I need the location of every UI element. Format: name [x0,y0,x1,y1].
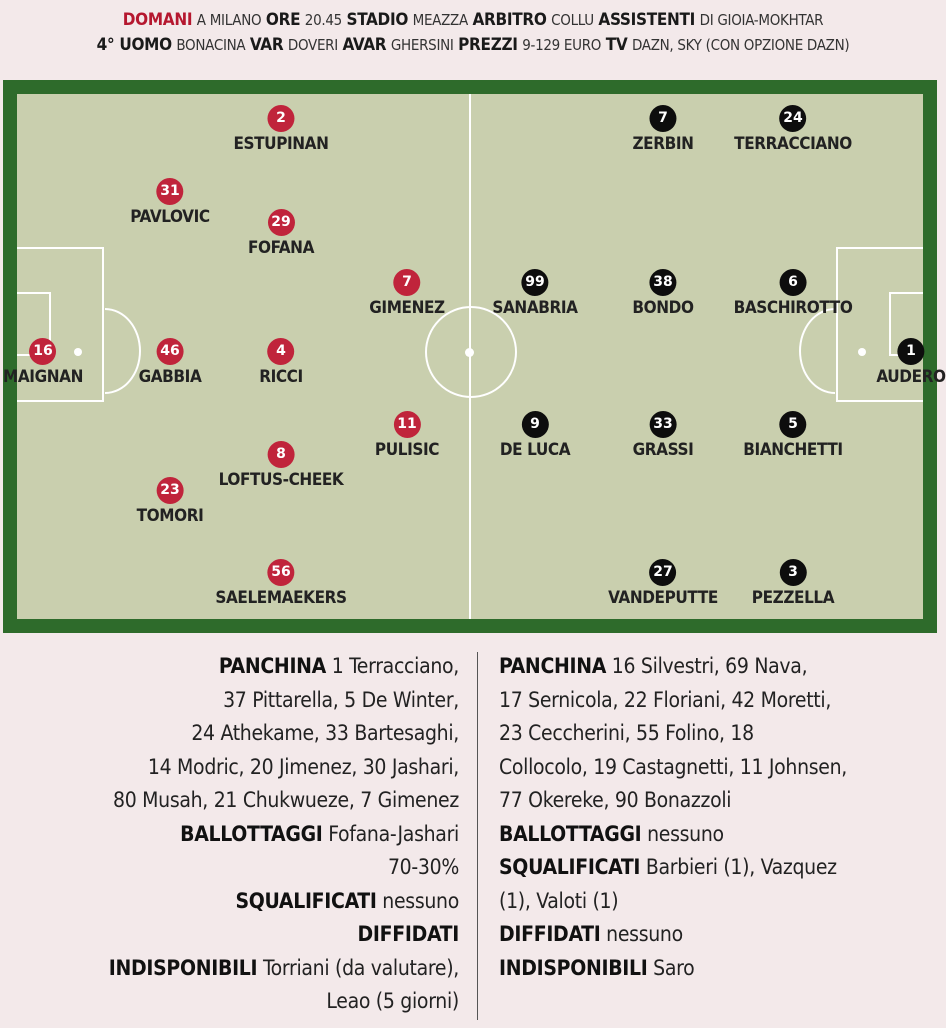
shirt-number-badge: 29 [268,209,295,236]
shirt-number-badge: 46 [156,338,183,365]
player-marker [369,269,444,318]
player-marker [608,559,718,608]
shirt-number-badge: 4 [267,338,294,365]
section-text: 37 Pittarella, 5 De Winter, [223,687,459,712]
info-line [499,851,946,885]
player-name: GIMENEZ [369,298,445,318]
info-label: 4° UOMO [96,35,172,55]
player-name: PAVLOVIC [130,207,210,227]
info-line [499,784,946,818]
section-label: PANCHINA [499,654,607,678]
section-text: 24 Athekame, 33 Bartesaghi, [191,721,459,745]
player-marker [130,178,209,227]
section-label: DIFFIDATI [499,922,601,946]
section-text: 23 Ceccherini, 55 Folino, 18 [499,721,754,745]
section-text: (1), Valoti (1) [499,888,619,913]
match-info-line-2 [0,33,946,58]
info-line [0,650,459,684]
section-label: DIFFIDATI [357,922,459,946]
player-name: DE LUCA [499,440,571,460]
section-text: nessuno [600,922,683,946]
section-text: 16 Silvestri, 69 Nava, [606,654,808,678]
shirt-number-badge: 23 [156,477,183,504]
player-marker [743,411,842,460]
info-line [499,717,946,751]
info-label: VAR [249,35,284,55]
info-line [499,885,946,919]
home-team-info [0,650,459,1019]
player-marker [139,338,202,387]
section-label: SQUALIFICATI [499,855,641,879]
player-name: BONDO [632,298,694,318]
shirt-number-badge: 56 [268,559,295,586]
player-marker [137,477,204,526]
info-line [499,684,946,718]
info-value: DOVERI [287,36,338,54]
shirt-number-badge: 16 [30,338,57,365]
player-name: SANABRIA [492,298,578,318]
section-label: SQUALIFICATI [235,888,377,913]
shirt-number-badge: 99 [522,269,549,296]
info-line [499,918,946,952]
info-line [0,952,459,986]
section-label: BALLOTTAGGI [499,821,642,846]
shirt-number-badge: 5 [780,411,807,438]
info-line [499,751,946,785]
away-team-info [499,650,946,985]
center-spot [465,348,474,357]
info-line [499,650,946,684]
player-name: SAELEMAEKERS [215,588,347,608]
player-name: PULISIC [374,440,440,460]
pitch [3,80,946,633]
player-marker [215,559,346,608]
pitch-field [3,94,946,619]
info-value: DI GIOIA-MOKHTAR [699,11,824,29]
player-name: BASCHIROTTO [733,298,853,318]
player-marker [633,411,694,460]
info-value: COLLU [551,11,594,29]
info-line [0,818,459,852]
info-label: ORE [265,10,301,30]
shirt-number-badge: 2 [267,105,294,132]
section-text: 17 Sernicola, 22 Floriani, 42 Moretti, [499,687,832,712]
player-marker [3,338,83,387]
shirt-number-badge: 7 [650,105,677,132]
shirt-number-badge: 11 [394,411,421,438]
shirt-number-badge: 3 [779,559,806,586]
info-label: STADIO [346,10,409,30]
player-name: LOFTUS-CHEEK [218,470,344,490]
info-label: DOMANI [122,10,193,30]
section-text: Torriani (da valutare), [257,955,459,980]
info-value: A MILANO [196,11,262,29]
section-text: 1 Terracciano, [326,654,459,678]
player-marker [259,338,303,387]
player-name: MAIGNAN [3,367,83,387]
player-marker [734,105,852,154]
info-line [0,885,459,919]
info-line [0,717,459,751]
info-line [0,784,459,818]
section-text: nessuno [641,821,724,846]
shirt-number-badge: 33 [649,411,676,438]
player-name: RICCI [259,367,303,387]
info-line [0,851,459,885]
player-marker [500,411,570,460]
section-text: Collocolo, 19 Castagnetti, 11 Johnsen, [499,754,847,779]
info-line [499,818,946,852]
player-name: FOFANA [247,238,315,258]
info-label: TV [605,35,628,55]
section-label: PANCHINA [218,654,327,678]
section-text: 80 Musah, 21 Chukwueze, 7 Gimenez [113,788,459,812]
player-name: GRASSI [632,440,694,460]
info-value: MEAZZA [412,11,468,29]
info-line [0,684,459,718]
info-label: ASSISTENTI [598,10,696,30]
section-text: 14 Modric, 20 Jimenez, 30 Jashari, [147,754,459,779]
player-name: AUDERO [876,367,946,387]
section-text: Fofana-Jashari [322,821,459,846]
column-divider [477,652,478,1020]
shirt-number-badge: 27 [650,559,677,586]
player-name: GABBIA [138,367,202,387]
player-name: ZERBIN [632,134,694,154]
section-text: Leao (5 giorni) [326,989,459,1013]
info-label: PREZZI [458,35,518,55]
info-line [0,751,459,785]
player-marker [219,441,344,490]
section-text: 70-30% [387,855,459,879]
shirt-number-badge: 8 [267,441,294,468]
player-marker [632,269,693,318]
section-label: BALLOTTAGGI [180,821,323,846]
section-text: 77 Okereke, 90 Bonazzoli [499,788,732,812]
info-line [499,952,946,986]
section-label: INDISPONIBILI [108,955,258,980]
info-line [0,918,459,952]
match-info-header [0,8,946,58]
penalty-spot-right [858,348,866,356]
info-value: DAZN, SKY (CON OPZIONE DAZN) [631,36,850,54]
shirt-number-badge: 6 [779,269,806,296]
info-value: 20.45 [304,11,342,29]
player-marker [233,105,328,154]
shirt-number-badge: 9 [521,411,548,438]
shirt-number-badge: 1 [897,338,924,365]
shirt-number-badge: 38 [650,269,677,296]
section-text: Barbieri (1), Vazquez [640,855,837,879]
shirt-number-badge: 24 [780,105,807,132]
player-name: PEZZELLA [751,588,835,608]
player-marker [492,269,577,318]
info-value: 9-129 EURO [522,36,602,54]
player-marker [876,338,945,387]
player-name: TOMORI [136,506,204,526]
section-text: nessuno [376,888,459,913]
section-text: Saro [647,955,695,980]
info-value: GHERSINI [390,36,454,54]
section-label: INDISPONIBILI [499,955,648,980]
player-marker [248,209,314,258]
match-info-line-1 [0,8,946,33]
player-marker [734,269,853,318]
shirt-number-badge: 7 [393,269,420,296]
player-name: VANDEPUTTE [608,588,718,608]
info-label: AVAR [342,35,387,55]
player-marker [752,559,834,608]
info-line [0,985,459,1019]
player-marker [375,411,439,460]
player-marker [632,105,693,154]
player-name: BIANCHETTI [743,440,843,460]
player-name: TERRACCIANO [734,134,852,154]
shirt-number-badge: 31 [157,178,184,205]
info-label: ARBITRO [472,10,547,30]
player-name: ESTUPINAN [233,134,329,154]
info-value: BONACINA [176,36,246,54]
